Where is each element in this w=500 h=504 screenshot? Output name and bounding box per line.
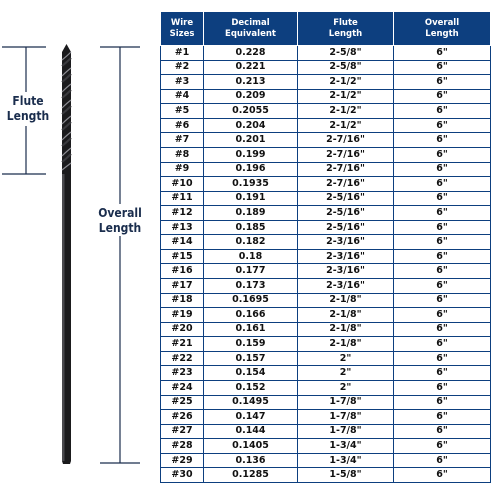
flute-length-cell: 2-1/8" — [298, 293, 394, 308]
overall-length-cell: 6" — [394, 293, 491, 308]
flute-length-cell: 2-5/16" — [298, 220, 394, 235]
decimal-equivalent-cell: 0.1935 — [204, 177, 298, 192]
decimal-equivalent-cell: 0.196 — [204, 162, 298, 177]
wire-size-cell: #19 — [161, 308, 204, 323]
overall-length-cell: 6" — [394, 249, 491, 264]
drill-bit-icon — [0, 0, 160, 500]
flute-length-cell: 2-3/16" — [298, 249, 394, 264]
flute-length-cell: 2-7/16" — [298, 162, 394, 177]
table-row — [161, 133, 491, 148]
overall-length-cell: 6" — [394, 322, 491, 337]
flute-length-cell: 1-7/8" — [298, 424, 394, 439]
table-row — [161, 60, 491, 75]
table-row — [161, 89, 491, 104]
overall-length-cell: 6" — [394, 206, 491, 221]
wire-size-cell: #11 — [161, 191, 204, 206]
flute-length-cell: 2" — [298, 351, 394, 366]
overall-label-line2: Length — [98, 221, 142, 235]
wire-size-cell: #30 — [161, 468, 204, 483]
drill-bit-diagram — [0, 0, 160, 500]
table-row — [161, 439, 491, 454]
header-flute-length — [298, 12, 394, 46]
header-decimal-equivalent — [204, 12, 298, 46]
flute-length-cell: 2-1/2" — [298, 118, 394, 133]
flute-length-cell: 2-5/8" — [298, 60, 394, 75]
overall-length-cell: 6" — [394, 162, 491, 177]
wire-size-cell: #17 — [161, 279, 204, 294]
flute-length-cell: 2-1/2" — [298, 89, 394, 104]
overall-label-line1: Overall — [98, 206, 142, 220]
wire-size-cell: #3 — [161, 75, 204, 90]
header-overall-length — [394, 12, 491, 46]
wire-size-cell: #1 — [161, 46, 204, 61]
wire-size-cell: #2 — [161, 60, 204, 75]
overall-length-cell: 6" — [394, 220, 491, 235]
decimal-equivalent-cell: 0.144 — [204, 424, 298, 439]
decimal-equivalent-cell: 0.159 — [204, 337, 298, 352]
table-row — [161, 264, 491, 279]
table-row — [161, 206, 491, 221]
table-row — [161, 220, 491, 235]
header-line1: Flute — [333, 17, 358, 28]
flute-length-cell: 2-3/16" — [298, 235, 394, 250]
flute-length-cell: 1-7/8" — [298, 410, 394, 425]
wire-size-cell: #20 — [161, 322, 204, 337]
table-row — [161, 337, 491, 352]
overall-length-cell: 6" — [394, 395, 491, 410]
header-line2: Equivalent — [225, 28, 276, 39]
header-wire-sizes — [161, 12, 204, 46]
header-line1: Decimal — [231, 17, 270, 28]
wire-size-cell: #29 — [161, 453, 204, 468]
flute-label-line1: Flute — [12, 94, 44, 108]
decimal-equivalent-cell: 0.201 — [204, 133, 298, 148]
overall-length-cell: 6" — [394, 366, 491, 381]
table-row — [161, 410, 491, 425]
table-row — [161, 453, 491, 468]
wire-size-cell: #8 — [161, 147, 204, 162]
decimal-equivalent-cell: 0.1495 — [204, 395, 298, 410]
table-row — [161, 279, 491, 294]
wire-size-cell: #25 — [161, 395, 204, 410]
wire-size-cell: #26 — [161, 410, 204, 425]
overall-length-cell: 6" — [394, 147, 491, 162]
flute-length-cell: 2-5/8" — [298, 46, 394, 61]
table-row — [161, 235, 491, 250]
overall-length-cell: 6" — [394, 60, 491, 75]
header-line2: Length — [425, 28, 459, 39]
decimal-equivalent-cell: 0.189 — [204, 206, 298, 221]
decimal-equivalent-cell: 0.2055 — [204, 104, 298, 119]
wire-size-cell: #15 — [161, 249, 204, 264]
decimal-equivalent-cell: 0.209 — [204, 89, 298, 104]
table-row — [161, 162, 491, 177]
flute-length-cell: 2-1/8" — [298, 322, 394, 337]
flute-length-cell: 1-3/4" — [298, 439, 394, 454]
flute-length-cell: 2-3/16" — [298, 264, 394, 279]
overall-length-cell: 6" — [394, 191, 491, 206]
decimal-equivalent-cell: 0.213 — [204, 75, 298, 90]
overall-length-cell: 6" — [394, 453, 491, 468]
table-row — [161, 468, 491, 483]
overall-length-cell: 6" — [394, 118, 491, 133]
overall-length-cell: 6" — [394, 104, 491, 119]
decimal-equivalent-cell: 0.166 — [204, 308, 298, 323]
decimal-equivalent-cell: 0.182 — [204, 235, 298, 250]
decimal-equivalent-cell: 0.161 — [204, 322, 298, 337]
flute-length-cell: 2-1/8" — [298, 308, 394, 323]
flute-length-label — [2, 94, 54, 124]
decimal-equivalent-cell: 0.136 — [204, 453, 298, 468]
table-body — [161, 46, 491, 483]
overall-length-cell: 6" — [394, 337, 491, 352]
flute-label-line2: Length — [6, 109, 50, 123]
decimal-equivalent-cell: 0.204 — [204, 118, 298, 133]
wire-size-cell: #6 — [161, 118, 204, 133]
table-row — [161, 380, 491, 395]
decimal-equivalent-cell: 0.1695 — [204, 293, 298, 308]
wire-size-cell: #12 — [161, 206, 204, 221]
decimal-equivalent-cell: 0.173 — [204, 279, 298, 294]
table-row — [161, 308, 491, 323]
flute-length-cell: 1-3/4" — [298, 453, 394, 468]
overall-length-cell: 6" — [394, 177, 491, 192]
header-line2: Sizes — [169, 28, 195, 39]
flute-length-cell: 1-7/8" — [298, 395, 394, 410]
header-line2: Length — [328, 28, 363, 39]
decimal-equivalent-cell: 0.154 — [204, 366, 298, 381]
table-row — [161, 118, 491, 133]
wire-size-cell: #28 — [161, 439, 204, 454]
overall-length-cell: 6" — [394, 75, 491, 90]
wire-size-cell: #4 — [161, 89, 204, 104]
overall-length-cell: 6" — [394, 235, 491, 250]
overall-length-cell: 6" — [394, 439, 491, 454]
flute-length-cell: 2-7/16" — [298, 147, 394, 162]
decimal-equivalent-cell: 0.199 — [204, 147, 298, 162]
wire-size-cell: #5 — [161, 104, 204, 119]
decimal-equivalent-cell: 0.228 — [204, 46, 298, 61]
wire-size-cell: #14 — [161, 235, 204, 250]
flute-length-cell: 2-1/8" — [298, 337, 394, 352]
table-row — [161, 249, 491, 264]
flute-length-cell: 2-3/16" — [298, 279, 394, 294]
overall-length-cell: 6" — [394, 468, 491, 483]
flute-length-cell: 2-5/16" — [298, 191, 394, 206]
wire-size-cell: #22 — [161, 351, 204, 366]
wire-size-cell: #21 — [161, 337, 204, 352]
table-row — [161, 46, 491, 61]
table-row — [161, 366, 491, 381]
wire-size-cell: #7 — [161, 133, 204, 148]
overall-length-cell: 6" — [394, 264, 491, 279]
decimal-equivalent-cell: 0.1285 — [204, 468, 298, 483]
decimal-equivalent-cell: 0.18 — [204, 249, 298, 264]
decimal-equivalent-cell: 0.177 — [204, 264, 298, 279]
table-row — [161, 424, 491, 439]
flute-length-cell: 2" — [298, 380, 394, 395]
table-row — [161, 293, 491, 308]
flute-length-cell: 2-1/2" — [298, 75, 394, 90]
decimal-equivalent-cell: 0.185 — [204, 220, 298, 235]
table-row — [161, 351, 491, 366]
overall-length-cell: 6" — [394, 279, 491, 294]
wire-size-cell: #18 — [161, 293, 204, 308]
table-row — [161, 177, 491, 192]
wire-size-cell: #13 — [161, 220, 204, 235]
overall-length-label — [92, 206, 148, 236]
wire-size-cell: #16 — [161, 264, 204, 279]
decimal-equivalent-cell: 0.1405 — [204, 439, 298, 454]
decimal-equivalent-cell: 0.152 — [204, 380, 298, 395]
table-row — [161, 147, 491, 162]
overall-length-cell: 6" — [394, 89, 491, 104]
table-row — [161, 322, 491, 337]
overall-length-cell: 6" — [394, 424, 491, 439]
wire-size-cell: #10 — [161, 177, 204, 192]
flute-length-cell: 1-5/8" — [298, 468, 394, 483]
flute-length-cell: 2-7/16" — [298, 177, 394, 192]
wire-size-cell: #9 — [161, 162, 204, 177]
wire-size-cell: #27 — [161, 424, 204, 439]
flute-length-cell: 2-1/2" — [298, 104, 394, 119]
table-row — [161, 104, 491, 119]
decimal-equivalent-cell: 0.157 — [204, 351, 298, 366]
flute-length-cell: 2-7/16" — [298, 133, 394, 148]
decimal-equivalent-cell: 0.221 — [204, 60, 298, 75]
overall-length-cell: 6" — [394, 133, 491, 148]
overall-length-cell: 6" — [394, 380, 491, 395]
header-line1: Overall — [424, 17, 460, 28]
flute-length-cell: 2-5/16" — [298, 206, 394, 221]
overall-length-cell: 6" — [394, 308, 491, 323]
header-line1: Wire — [170, 17, 194, 28]
overall-length-cell: 6" — [394, 410, 491, 425]
wire-size-cell: #23 — [161, 366, 204, 381]
table-row — [161, 75, 491, 90]
wire-size-cell: #24 — [161, 380, 204, 395]
overall-length-cell: 6" — [394, 351, 491, 366]
wire-size-spec-table — [160, 11, 491, 483]
table-header — [161, 12, 491, 46]
table-row — [161, 191, 491, 206]
decimal-equivalent-cell: 0.147 — [204, 410, 298, 425]
table-row — [161, 395, 491, 410]
overall-length-cell: 6" — [394, 46, 491, 61]
decimal-equivalent-cell: 0.191 — [204, 191, 298, 206]
header-row — [161, 12, 491, 46]
flute-length-cell: 2" — [298, 366, 394, 381]
